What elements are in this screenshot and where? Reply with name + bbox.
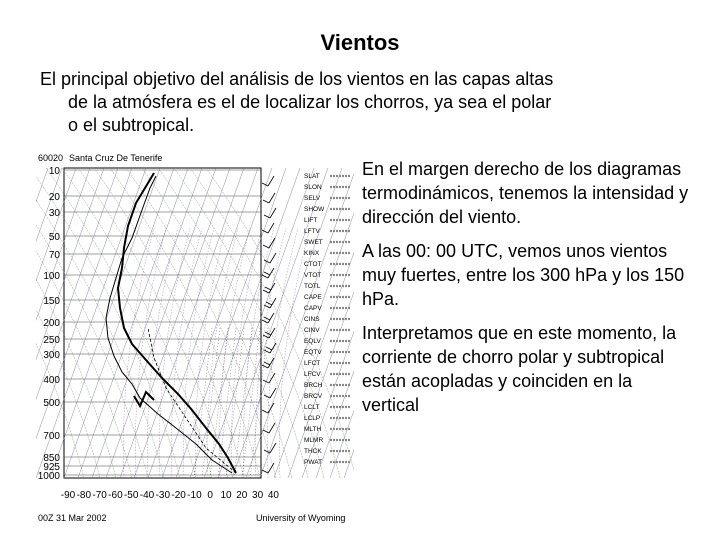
- temperature-label: -60: [108, 490, 123, 501]
- pressure-label: 1000: [37, 471, 60, 482]
- pressure-label: 300: [43, 350, 60, 361]
- pressure-label: 150: [43, 296, 60, 307]
- dry-adiabat: [46, 168, 196, 478]
- pressure-label: 200: [43, 318, 60, 329]
- isotherm: [344, 168, 354, 478]
- index-label: LFCT: [304, 360, 321, 367]
- temperature-axis: [61, 490, 280, 501]
- wind-barb-feather: [265, 332, 271, 335]
- index-label: CAPE: [304, 294, 322, 301]
- wind-barb-feather: [262, 275, 268, 278]
- wind-barb-feather: [264, 272, 270, 275]
- index-label: SLON: [304, 184, 322, 191]
- index-label: SWET: [304, 239, 323, 246]
- pressure-label: 10: [48, 166, 60, 177]
- temperature-label: -70: [92, 490, 107, 501]
- wind-barb-shaft: [268, 313, 274, 323]
- temperature-label: 40: [267, 490, 279, 501]
- index-label: BRCV: [304, 393, 323, 400]
- isotherm: [50, 168, 160, 478]
- isotherm: [120, 168, 230, 478]
- temperature-label: 30: [252, 490, 264, 501]
- intro-line-3: o el subtropical.: [68, 115, 195, 135]
- wind-barb-feather: [263, 430, 269, 433]
- wind-barb-shaft: [268, 176, 274, 186]
- station-id: 60020: [38, 153, 64, 163]
- footer-date: 00Z 31 Mar 2002: [38, 513, 107, 523]
- paragraph-strong-winds: A las 00: 00 UTC, vemos unos vientos muy fuertes, entre los 300 hPa y los 150 hPa.: [362, 241, 685, 309]
- index-label: LFCV: [304, 371, 321, 378]
- isotherm: [64, 168, 174, 478]
- pressure-label: 850: [43, 453, 60, 464]
- index-label: PWAT: [304, 459, 323, 466]
- index-label: BRCH: [304, 382, 323, 389]
- pressure-label: 400: [43, 375, 60, 386]
- index-label: CAPV: [304, 305, 322, 312]
- wind-barb-feather: [264, 450, 270, 453]
- moist-adiabat: [255, 228, 286, 478]
- pressure-label: 30: [48, 208, 60, 219]
- wind-barb-shaft: [268, 268, 274, 278]
- index-label: LCLT: [304, 404, 320, 411]
- pressure-label: 700: [43, 431, 60, 442]
- index-label: SLAT: [304, 173, 320, 180]
- isotherm: [232, 168, 342, 478]
- isotherm: [204, 168, 314, 478]
- wind-barb-feather: [263, 200, 269, 203]
- moist-adiabat: [207, 228, 238, 478]
- temperature-label: -40: [139, 490, 155, 501]
- isotherm: [190, 168, 300, 478]
- temperature-label: 20: [236, 490, 248, 501]
- pressure-label: 20: [48, 192, 60, 203]
- isotherm: [162, 168, 272, 478]
- dry-adiabat: [174, 168, 324, 478]
- wind-barb-shaft: [269, 283, 275, 293]
- plot-frame: [64, 168, 261, 478]
- moist-adiabat: [231, 228, 262, 478]
- pressure-label: 100: [43, 271, 60, 282]
- wind-barbs: [262, 176, 276, 473]
- wind-barb-shaft: [270, 253, 276, 263]
- moist-adiabat: [195, 228, 226, 478]
- wind-barb-feather: [266, 347, 272, 350]
- wind-barb-shaft: [268, 403, 274, 413]
- temperature-label: 10: [220, 490, 232, 501]
- pressure-label: 50: [48, 232, 60, 243]
- isotherm: [330, 168, 354, 478]
- index-label: SELV: [304, 195, 321, 202]
- index-label: LFTV: [304, 228, 320, 235]
- dry-adiabat: [78, 168, 228, 478]
- index-label: VTOT: [304, 272, 322, 279]
- temperature-label: -30: [155, 490, 171, 501]
- temperature-label: -10: [187, 490, 202, 501]
- mixing-ratio-line: [226, 328, 244, 478]
- index-label: KINX: [304, 250, 320, 257]
- wind-barb-shaft: [270, 208, 276, 218]
- dry-adiabat: [62, 168, 212, 478]
- pressure-label: 500: [43, 398, 60, 409]
- index-label: MLTH: [304, 426, 322, 433]
- wind-barb-shaft: [270, 343, 276, 353]
- intro-line-2: de la atmósfera es el de localizar los chorros, ya sea el polar: [68, 92, 552, 112]
- wind-barb-shaft: [269, 328, 275, 338]
- index-label: THCK: [304, 448, 322, 455]
- wind-barb-feather: [262, 470, 268, 473]
- sounding-profiles: [106, 173, 236, 473]
- isotherm: [92, 168, 202, 478]
- temperature-label: -90: [60, 490, 76, 501]
- moist-adiabat: [159, 228, 190, 478]
- wind-barb-feather: [265, 287, 271, 290]
- index-label: MLMR: [304, 437, 324, 444]
- skewt-svg: [36, 148, 354, 528]
- temperature-label: 0: [207, 490, 213, 501]
- wind-barb-shaft: [269, 423, 275, 433]
- wind-barb-feather: [262, 410, 268, 413]
- index-label: EQTV: [304, 349, 322, 356]
- temperature-label: -20: [171, 490, 186, 501]
- paragraph-wind-margin: En el margen derecho de los diagramas termodinámicos, tenemos la intensidad y dirección del viento.: [362, 159, 689, 227]
- isotherm: [246, 168, 354, 478]
- isotherm: [148, 168, 258, 478]
- wind-barb-shaft: [269, 373, 275, 383]
- explanation-column: [362, 157, 692, 427]
- index-label: TOTL: [304, 283, 321, 290]
- index-label: CINV: [304, 327, 320, 334]
- footer-source: University of Wyoming: [256, 513, 346, 523]
- wind-barb-feather: [262, 183, 268, 186]
- index-label: LIFT: [304, 217, 318, 224]
- dry-adiabat: [126, 168, 276, 478]
- moist-adiabat: [147, 228, 178, 478]
- index-label: CINS: [304, 316, 320, 323]
- wind-barb-feather: [263, 245, 269, 248]
- dewpoint-profile: [106, 176, 232, 473]
- pressure-label: 250: [43, 335, 60, 346]
- indices-table: [304, 173, 350, 466]
- wind-barb-feather: [266, 302, 272, 305]
- wind-barb-shaft: [268, 463, 274, 473]
- wind-barb-feather: [262, 365, 268, 368]
- pressure-label: 70: [48, 250, 60, 261]
- skewt-diagram: [36, 148, 354, 533]
- dry-adiabat: [94, 168, 244, 478]
- pressure-label: 925: [43, 462, 60, 473]
- wind-barb-shaft: [270, 298, 276, 308]
- temperature-label: -80: [76, 490, 92, 501]
- temperature-label: -50: [123, 490, 139, 501]
- intro-line-1: El principal objetivo del análisis de los vientos en las capas altas: [40, 69, 554, 89]
- dry-adiabat: [206, 168, 354, 478]
- wind-barb-feather: [262, 320, 268, 323]
- moist-adiabat: [171, 228, 202, 478]
- index-label: CTOT: [304, 261, 322, 268]
- paragraph-interpretation: Interpretamos que en este momento, la corriente de chorro polar y subtropical están acopladas y coinciden en la vertical: [362, 323, 677, 415]
- index-label: EQLV: [304, 338, 321, 345]
- wind-barb-shaft: [270, 443, 276, 453]
- intro-paragraph: [40, 68, 680, 137]
- isotherm: [316, 168, 354, 478]
- index-label: SHOW: [304, 206, 325, 213]
- index-label: LCLP: [304, 415, 321, 422]
- slide-title: Vientos: [320, 30, 400, 55]
- station-name: Santa Cruz De Tenerife: [69, 153, 163, 163]
- pressure-axis: [38, 166, 61, 482]
